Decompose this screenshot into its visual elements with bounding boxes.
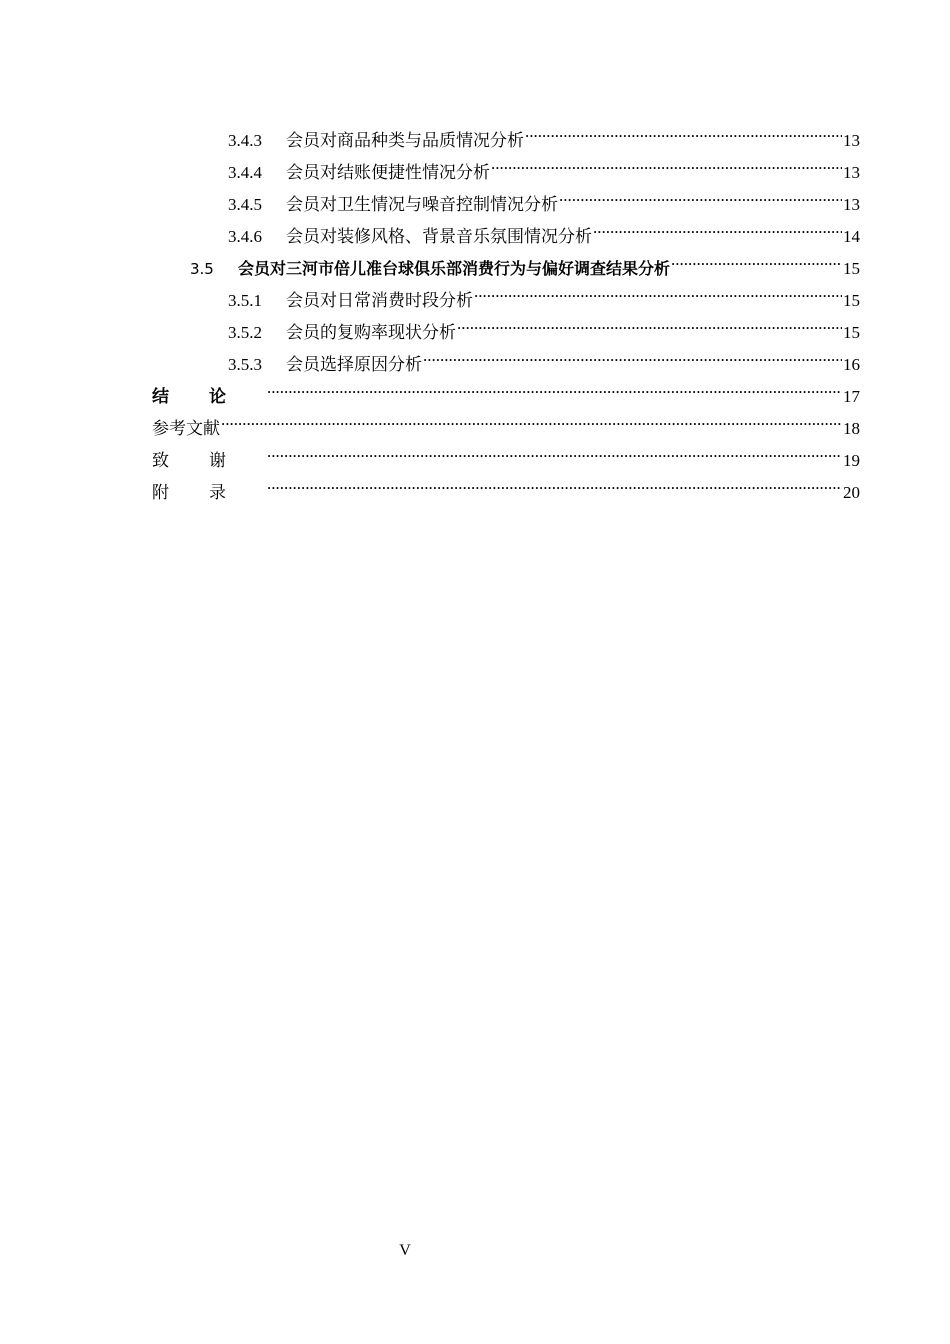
dot-leader [423,338,842,370]
toc-entry-page: 14 [843,227,860,246]
toc-entry-page: 13 [843,131,860,150]
toc-entry-title: 结论 [152,387,266,407]
dot-leader [559,178,842,210]
toc-entry-title: 会员对装修风格、背景音乐氛围情况分析 [286,227,592,247]
toc-entry-number: 3.4.5 [228,195,262,214]
toc-entry-page: 16 [843,355,860,374]
toc-entry-title: 附录 [152,483,266,503]
toc-entry-page: 13 [843,163,860,182]
toc-entry-number: 3.5 [190,260,214,278]
toc-entry-number: 3.4.6 [228,227,262,246]
toc-entry-page: 15 [843,323,860,342]
toc-entry-title: 参考文献 [152,419,220,439]
toc-entry-title: 会员的复购率现状分析 [286,323,456,343]
toc-entry-number: 3.4.4 [228,163,262,182]
dot-leader [671,242,842,274]
toc-entry-number: 3.5.1 [228,291,262,310]
toc-entry-title: 会员对卫生情况与噪音控制情况分析 [286,195,558,215]
toc-entry-title: 会员对三河市倍儿准台球俱乐部消费行为与偏好调查结果分析 [238,259,671,278]
toc-entry-page: 17 [843,387,860,406]
page-footer-number: V [399,1242,411,1259]
dot-leader [525,114,842,146]
toc-entry-references[interactable] [152,402,860,439]
dot-leader [474,274,842,306]
toc-entry-title: 致谢 [152,451,266,471]
dot-leader [267,466,842,498]
dot-leader [267,434,842,466]
toc-entry-page: 18 [843,419,860,438]
dot-leader [491,146,842,178]
toc-entry-number: 3.5.3 [228,355,262,374]
toc-entry-page: 15 [843,291,860,310]
table-of-contents [152,114,860,503]
dot-leader [221,402,842,434]
toc-entry-page: 20 [843,483,860,502]
toc-entry-number: 3.5.2 [228,323,262,342]
toc-entry-acknowledgements[interactable] [152,434,860,471]
toc-entry-page: 19 [843,451,860,470]
dot-leader [593,210,842,242]
toc-entry-3-4-3[interactable] [152,114,860,151]
toc-entry-title: 会员对日常消费时段分析 [286,291,473,311]
toc-entry-title: 会员选择原因分析 [286,355,422,375]
toc-entry-title: 会员对商品种类与品质情况分析 [286,131,524,151]
dot-leader [267,370,842,402]
toc-entry-page: 15 [843,259,860,278]
toc-entry-title: 会员对结账便捷性情况分析 [286,163,490,183]
toc-entry-number: 3.4.3 [228,131,262,150]
dot-leader [457,306,842,338]
toc-entry-page: 13 [843,195,860,214]
